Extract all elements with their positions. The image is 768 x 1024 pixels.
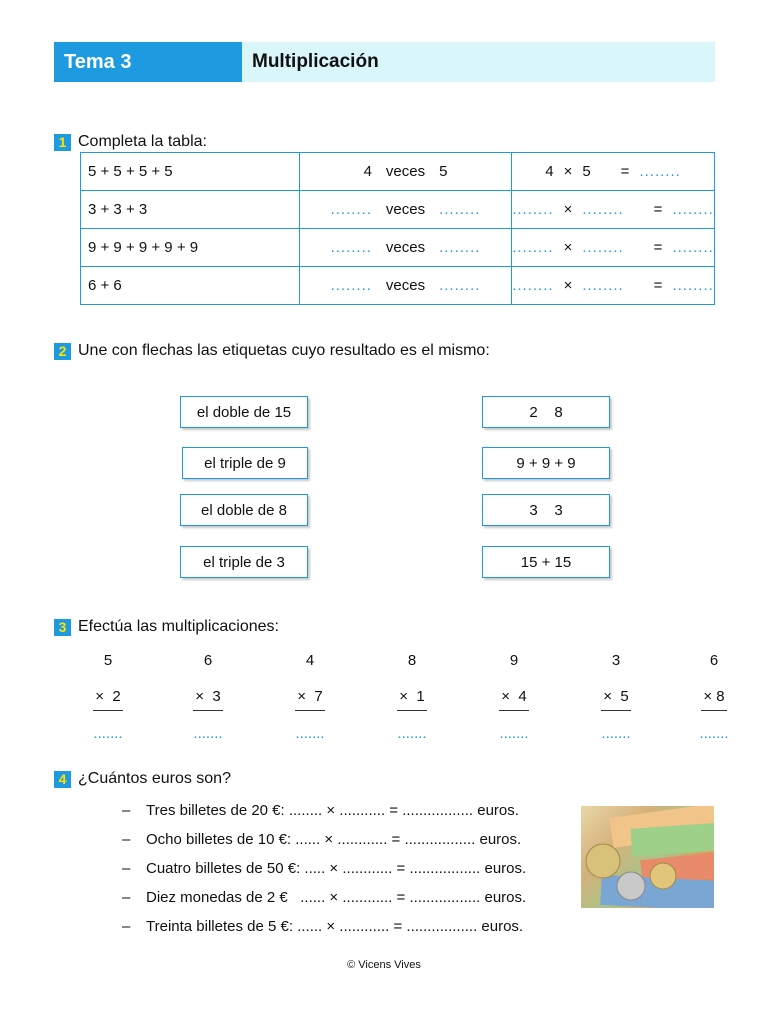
- result-blank: ........: [672, 201, 714, 218]
- left-label-3[interactable]: el doble de 8: [180, 494, 308, 526]
- equals-sign: =: [653, 239, 663, 256]
- euro-question-text: Tres billetes de 20 €: ........ × ........... = ................. euros.: [146, 802, 519, 819]
- factor-2: ........: [582, 201, 624, 218]
- tema-label: Tema 3: [54, 42, 242, 82]
- sum-cell: [81, 229, 300, 267]
- multiplication-item: [684, 652, 744, 742]
- sum-text: 5 + 5 + 5 + 5: [88, 163, 173, 180]
- equals-sign: =: [653, 277, 663, 294]
- multiplier: × 2: [93, 688, 122, 711]
- dash-bullet: –: [122, 918, 131, 935]
- section-4-title: [54, 770, 231, 788]
- table-row: [81, 153, 715, 191]
- euro-question[interactable]: [122, 860, 526, 877]
- euro-question[interactable]: [122, 802, 519, 819]
- right-label-3[interactable]: 3 3: [482, 494, 610, 526]
- veces-cell[interactable]: [300, 153, 512, 191]
- veces-word: veces: [385, 239, 426, 256]
- left-label-1[interactable]: el doble de 15: [180, 396, 308, 428]
- result-blank[interactable]: .......: [295, 725, 325, 742]
- euro-question-text: Cuatro billetes de 50 €: ..... × ............ = ................. euros.: [146, 860, 527, 877]
- table-row: [81, 191, 715, 229]
- multiplication-item: [280, 652, 340, 742]
- right-label-2[interactable]: 9 + 9 + 9: [482, 447, 610, 479]
- left-label-2[interactable]: el triple de 9: [182, 447, 308, 479]
- multiplication-item: [78, 652, 138, 742]
- addend-value: ........: [439, 277, 481, 294]
- dash-bullet: –: [122, 889, 131, 906]
- factor-2: ........: [582, 277, 624, 294]
- multiplier: × 3: [193, 688, 222, 711]
- multiplier: × 8: [701, 688, 726, 711]
- times-count: ........: [330, 277, 372, 294]
- section-1-number: 1: [54, 134, 71, 151]
- product-cell[interactable]: [512, 229, 715, 267]
- sum-cell: [81, 191, 300, 229]
- veces-cell[interactable]: [300, 267, 512, 305]
- result-blank: ........: [639, 163, 681, 180]
- dash-bullet: –: [122, 860, 131, 877]
- result-blank[interactable]: .......: [499, 725, 529, 742]
- top-number: 5: [103, 652, 113, 669]
- factor-2: 5: [582, 163, 591, 180]
- page-title: Multiplicación: [242, 42, 715, 82]
- times-count: ........: [330, 201, 372, 218]
- veces-cell[interactable]: [300, 191, 512, 229]
- veces-word: veces: [385, 201, 426, 218]
- section-2-number: 2: [54, 343, 71, 360]
- veces-cell[interactable]: [300, 229, 512, 267]
- product-cell[interactable]: [512, 153, 715, 191]
- result-blank[interactable]: .......: [397, 725, 427, 742]
- euro-question[interactable]: [122, 889, 526, 906]
- addend-value: ........: [439, 239, 481, 256]
- completion-table: [80, 152, 715, 305]
- section-2-title: [54, 342, 490, 360]
- result-blank[interactable]: .......: [699, 725, 729, 742]
- euro-money-photo: [581, 806, 714, 908]
- top-number: 8: [407, 652, 417, 669]
- multiplier: × 4: [499, 688, 528, 711]
- euro-question-text: Ocho billetes de 10 €: ...... × ............ = ................. euros.: [146, 831, 522, 848]
- euro-question-text: Diez monedas de 2 € ...... × ............ = ................. euros.: [146, 889, 527, 906]
- top-number: 6: [203, 652, 213, 669]
- sum-cell: [81, 153, 300, 191]
- sum-cell: [81, 267, 300, 305]
- section-1-heading: Completa la tabla:: [78, 133, 207, 150]
- sum-text: 3 + 3 + 3: [88, 201, 148, 218]
- section-2-heading: Une con flechas las etiquetas cuyo resultado es el mismo:: [78, 342, 490, 359]
- multiplier: × 1: [397, 688, 426, 711]
- result-blank: ........: [672, 277, 714, 294]
- left-label-4[interactable]: el triple de 3: [180, 546, 308, 578]
- sum-text: 9 + 9 + 9 + 9 + 9: [88, 239, 199, 256]
- multiplication-item: [178, 652, 238, 742]
- top-number: 4: [305, 652, 315, 669]
- right-label-1[interactable]: 2 8: [482, 396, 610, 428]
- factor-1: ........: [512, 277, 554, 294]
- dash-bullet: –: [122, 831, 131, 848]
- equals-sign: =: [653, 201, 663, 218]
- result-blank[interactable]: .......: [601, 725, 631, 742]
- section-3-heading: Efectúa las multiplicaciones:: [78, 618, 279, 635]
- times-count: ........: [330, 239, 372, 256]
- result-blank[interactable]: .......: [193, 725, 223, 742]
- multiplier: × 7: [295, 688, 324, 711]
- times-sign: ×: [563, 201, 573, 218]
- euro-question[interactable]: [122, 831, 521, 848]
- result-blank: ........: [672, 239, 714, 256]
- multiplication-item: [586, 652, 646, 742]
- multiplication-item: [484, 652, 544, 742]
- section-4-number: 4: [54, 771, 71, 788]
- euro-question-text: Treinta billetes de 5 €: ...... × ............ = ................. euros.: [146, 918, 524, 935]
- product-cell[interactable]: [512, 267, 715, 305]
- dash-bullet: –: [122, 802, 131, 819]
- table-row: [81, 267, 715, 305]
- table-row: [81, 229, 715, 267]
- top-number: 3: [611, 652, 621, 669]
- times-sign: ×: [563, 239, 573, 256]
- right-label-4[interactable]: 15 + 15: [482, 546, 610, 578]
- veces-word: veces: [385, 277, 426, 294]
- equals-sign: =: [620, 163, 630, 180]
- result-blank[interactable]: .......: [93, 725, 123, 742]
- page-header: [54, 42, 715, 82]
- factor-1: ........: [512, 201, 554, 218]
- times-sign: ×: [563, 277, 573, 294]
- section-1-title: [54, 133, 207, 151]
- top-number: 9: [509, 652, 519, 669]
- times-sign: ×: [563, 163, 573, 180]
- sum-text: 6 + 6: [88, 277, 122, 294]
- top-number: 6: [709, 652, 719, 669]
- product-cell[interactable]: [512, 191, 715, 229]
- times-count: 4: [363, 163, 372, 180]
- copyright-footer: © Vicens Vives: [347, 959, 421, 971]
- veces-word: veces: [385, 163, 426, 180]
- multiplication-item: [382, 652, 442, 742]
- factor-1: 4: [545, 163, 554, 180]
- section-4-heading: ¿Cuántos euros son?: [78, 770, 231, 787]
- section-3-title: [54, 618, 279, 636]
- addend-value: ........: [439, 201, 481, 218]
- section-3-number: 3: [54, 619, 71, 636]
- factor-2: ........: [582, 239, 624, 256]
- euro-question[interactable]: [122, 918, 523, 935]
- factor-1: ........: [512, 239, 554, 256]
- addend-value: 5: [439, 163, 448, 180]
- multiplier: × 5: [601, 688, 630, 711]
